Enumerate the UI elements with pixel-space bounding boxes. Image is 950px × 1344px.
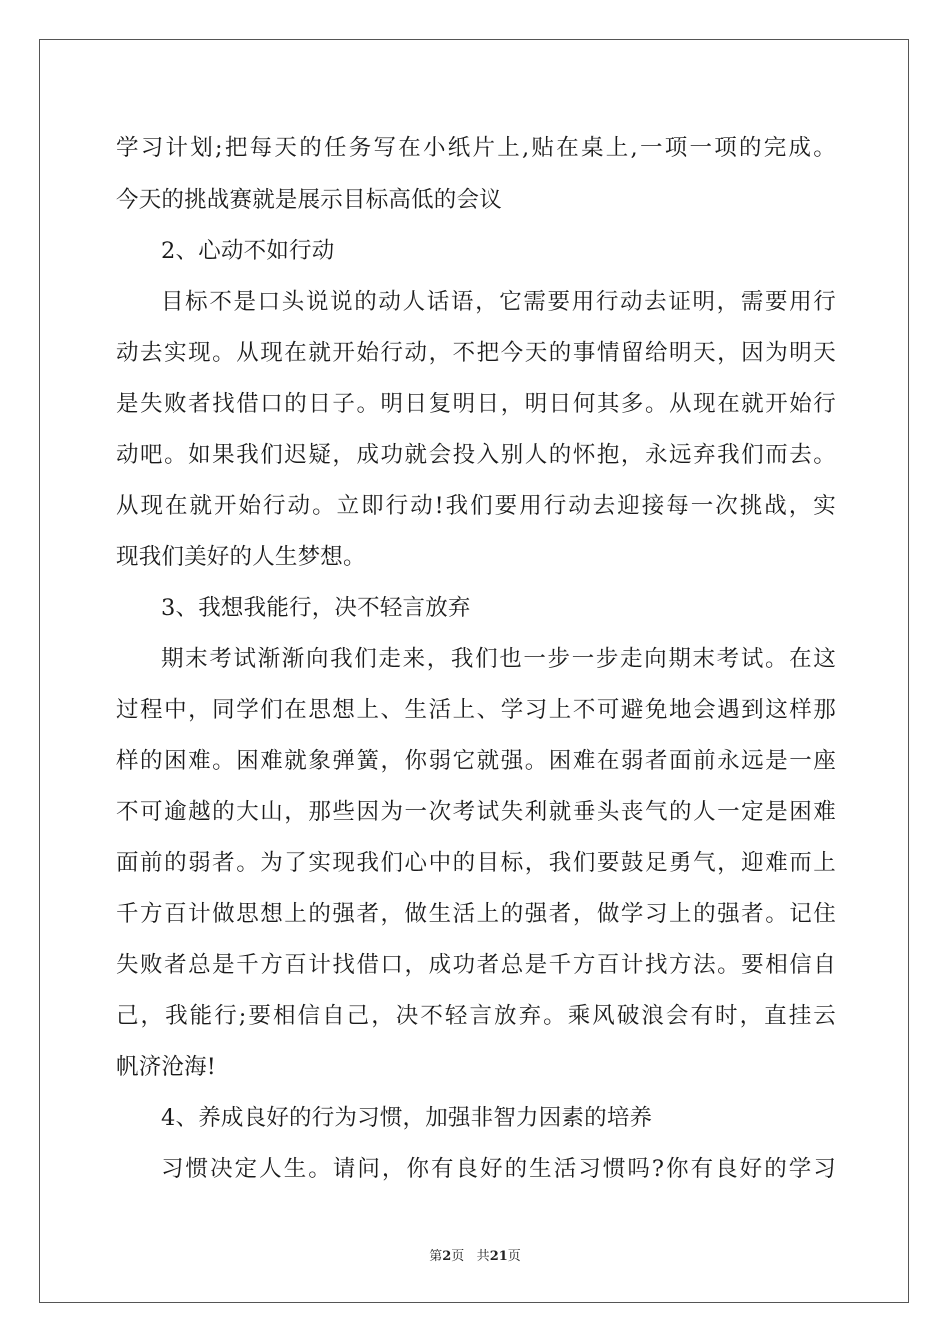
text-line: 不可逾越的大山，那些因为一次考试失利就垂头丧气的人一定是困难 [116, 799, 836, 825]
page-footer [0, 1248, 950, 1266]
footer-page-suffix: 页 [451, 1249, 465, 1264]
text-line: 面前的弱者。为了实现我们心中的目标，我们要鼓足勇气，迎难而上 [116, 850, 836, 876]
text-line: 动去实现。从现在就开始行动，不把今天的事情留给明天，因为明天 [116, 340, 836, 366]
text-line: 样的困难。困难就象弹簧，你弱它就强。困难在弱者面前永远是一座 [116, 748, 836, 774]
text-line: 千方百计做思想上的强者，做生活上的强者，做学习上的强者。记住 [116, 901, 836, 927]
text-line: 失败者总是千方百计找借口，成功者总是千方百计找方法。要相信自 [116, 952, 836, 978]
text-line: 今天的挑战赛就是展示目标高低的会议 [116, 187, 502, 213]
section-heading: 4、养成良好的行为习惯，加强非智力因素的培养 [161, 1105, 653, 1131]
page-number: 2 [442, 1249, 452, 1264]
footer-total-suffix: 页 [507, 1249, 521, 1264]
text-line: 目标不是口头说说的动人话语，它需要用行动去证明，需要用行 [161, 289, 836, 315]
text-line: 从现在就开始行动。立即行动!我们要用行动去迎接每一次挑战，实 [116, 493, 836, 519]
text-line: 现我们美好的人生梦想。 [116, 544, 366, 570]
text-line: 帆济沧海! [116, 1054, 217, 1080]
footer-prefix: 第 [429, 1249, 443, 1264]
text-line: 期末考试渐渐向我们走来，我们也一步一步走向期末考试。在这 [161, 646, 836, 672]
total-pages: 21 [489, 1249, 508, 1264]
text-line: 过程中，同学们在思想上、生活上、学习上不可避免地会遇到这样那 [116, 697, 836, 723]
text-line: 是失败者找借口的日子。明日复明日，明日何其多。从现在就开始行 [116, 391, 836, 417]
text-line: 己，我能行;要相信自己，决不轻言放弃。乘风破浪会有时，直挂云 [116, 1003, 836, 1029]
section-heading: 2、心动不如行动 [161, 238, 335, 264]
section-heading: 3、我想我能行，决不轻言放弃 [161, 595, 471, 621]
text-line: 动吧。如果我们迟疑，成功就会投入别人的怀抱，永远弃我们而去。 [116, 442, 836, 468]
text-line: 习惯决定人生。请问，你有良好的生活习惯吗?你有良好的学习 [161, 1156, 836, 1182]
text-line: 学习计划;把每天的任务写在小纸片上,贴在桌上,一项一项的完成。 [116, 135, 836, 161]
footer-total-prefix: 共 [476, 1249, 490, 1264]
